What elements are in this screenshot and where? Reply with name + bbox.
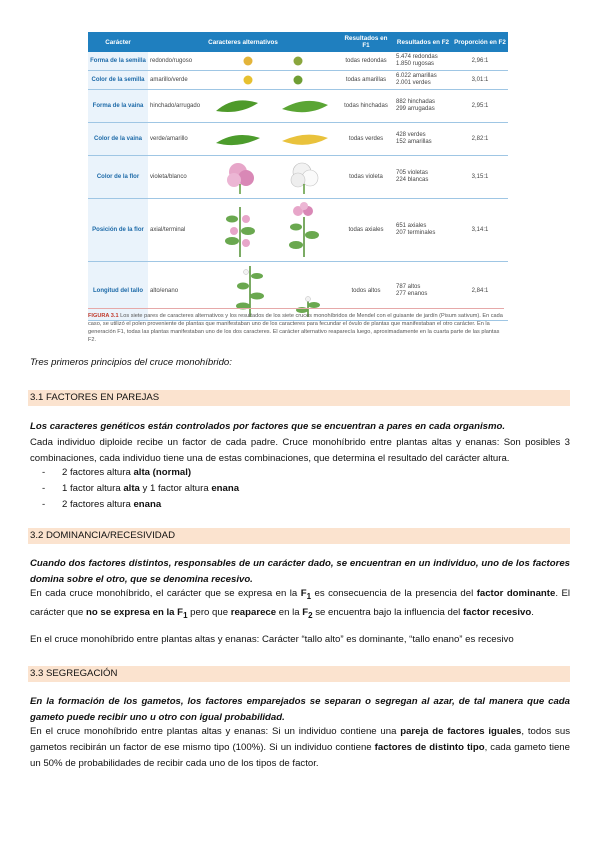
row-f1: todas verdes [338,123,394,156]
row-character: Posición de la flor [88,199,148,262]
figure-caption-label: FIGURA 3.1 [88,313,119,319]
pea-pod-icon [210,93,336,119]
f2-value-b: 224 blancas [396,177,429,183]
seed-color-illustration [208,71,338,90]
row-f2 [394,156,452,199]
row-character: Longitud del tallo [88,262,148,321]
row-alternatives: alto/enano [148,262,208,321]
f2-value-b: 152 amarillas [396,139,432,145]
f2-value-a: 6.022 amarillas [396,73,437,79]
row-character: Color de la vaina [88,123,148,156]
row-f1: todas amarillas [338,71,394,90]
table-row [88,71,508,90]
row-f2 [394,199,452,262]
row-ratio: 2,95:1 [452,90,508,123]
header-character: Carácter [88,32,148,52]
f2-value-a: 705 violetas [396,170,429,176]
f2-value-a: 428 verdes [396,132,426,138]
row-ratio: 2,84:1 [452,262,508,321]
row-f2 [394,90,452,123]
pod-shape-illustration [208,90,338,123]
header-ratio: Proporción en F2 [452,32,508,52]
row-f1: todas hinchadas [338,90,394,123]
list-item: - 2 factores altura alta (normal) [42,467,192,478]
list-item: - 1 factor altura alta y 1 factor altura enana [42,483,240,494]
row-alternatives: hinchado/arrugado [148,90,208,123]
s2-paragraph-1: En cada cruce monohíbrido, el carácter que se expresa en la $F_1$ es consecuencia de la presencia del factor dominante. El carácter que no se expresa en la $F_1$ pero que reaparece en la $F_2$ se encuentra bajo la influencia del factor recesivo. [30,588,570,620]
f2-value-b: 299 arrugadas [396,106,435,112]
row-f1: todas violeta [338,156,394,199]
section-heading-factores: 3.1 FACTORES EN PAREJAS [28,390,570,406]
table-row [88,123,508,156]
row-ratio: 3,14:1 [452,199,508,262]
figure-caption [88,308,504,344]
flower-icon [210,158,336,196]
figure-caption-text: Los siete pares de caracteres alternativos y los resultados de los siete cruces monohíbridos de Mendel con el guisante de jardín (Pisum sativum). En cada caso, se utilizó el polen proveniente de plantas que manifestaban uno de los caracteres para fecundar el óvulo de plantas que manifestaban el otro carácter. En la generación F1, todas las plantas manifestaban uno de los dos caracteres. El carácter alternativo reaparecía luego, aproximadamente en la cuarta parte de las plantas F2. [88,313,503,343]
row-alternatives: verde/amarillo [148,123,208,156]
s3-paragraph: En el cruce monohíbrido entre plantas altas y enanas: Si un individuo contiene una pareja de factores iguales, todos sus gametos recibirán un factor de ese mismo tipo (100%). Si un individuo contiene factores de distinto tipo, cada gameto tiene un 50% de probabilidades de recibir cada uno de los tipos de factor. [30,726,570,769]
row-character: Forma de la vaina [88,90,148,123]
f2-value-a: 787 altos [396,284,421,290]
row-f1: todas redondas [338,52,394,71]
flower-color-illustration [208,156,338,199]
row-f1: todos altos [338,262,394,321]
seed-shape-illustration [208,52,338,71]
row-character: Color de la flor [88,156,148,199]
s2-statement: Cuando dos factores distintos, responsables de un carácter dado, se encuentran en un individuo, uno de los factores domina sobre el otro, que se denomina recesivo. [30,558,570,585]
f2-value-b: 1.850 rugosas [396,61,435,67]
f2-value-b: 277 enanos [396,291,428,297]
header-f2: Resultados en F2 [394,32,452,52]
row-ratio: 2,82:1 [452,123,508,156]
header-f1: Resultados en F1 [338,32,394,52]
f2-value-b: 207 terminales [396,230,436,236]
f2-value-b: 2.001 verdes [396,80,431,86]
s1-body: Cada individuo diploide recibe un factor de cada padre. Cruce monohíbrido entre plantas altas y enanas: Son posibles 3 combinaciones, cada individuo tiene una de estas combinaciones, que determina el resultado del carácter altura. [30,437,570,464]
row-ratio: 2,96:1 [452,52,508,71]
f2-value-a: 5.474 redondas [396,54,438,60]
table-row [88,90,508,123]
row-alternatives: amarillo/verde [148,71,208,90]
table-row [88,199,508,262]
s1-statement: Los caracteres genéticos están controlados por factores que se encuentran a pares en cada organismo. [30,421,506,432]
table-row [88,156,508,199]
s1-bullet-list [30,465,239,513]
seed-icon [218,73,328,87]
s3-statement: En la formación de los gametos, los factores emparejados se separan o segregan al azar, de tal manera que cada gameto puede recibir uno u otro con igual probabilidad. [30,696,570,723]
row-alternatives: redondo/rugoso [148,52,208,71]
section-heading-dominancia: 3.2 DOMINANCIA/RECESIVIDAD [28,528,570,544]
s2-paragraph-2: En el cruce monohíbrido entre plantas altas y enanas: Carácter “tallo alto” es dominante, “tallo enano” es recesivo [30,634,514,645]
section-heading-segregacion: 3.3 SEGREGACIÓN [28,666,570,682]
row-f2 [394,71,452,90]
f2-value-a: 882 hinchadas [396,99,436,105]
row-ratio: 3,15:1 [452,156,508,199]
intro-text: Tres primeros principios del cruce monohíbrido: [30,357,232,368]
table-row [88,52,508,71]
pea-plant-icon [210,201,336,259]
row-ratio: 3,01:1 [452,71,508,90]
seed-icon [218,54,328,68]
list-item: - 2 factores altura enana [42,499,162,510]
pea-pod-icon [210,126,336,152]
mendel-results-table [88,32,508,321]
row-f2 [394,52,452,71]
row-f1: todas axiales [338,199,394,262]
row-character: Color de la semilla [88,71,148,90]
f2-value-a: 651 axiales [396,223,427,229]
pod-color-illustration [208,123,338,156]
header-alternatives: Caracteres alternativos [148,32,338,52]
figure-mendel-table [88,32,512,350]
row-alternatives: axial/terminal [148,199,208,262]
row-alternatives: violeta/blanco [148,156,208,199]
row-f2 [394,123,452,156]
flower-position-illustration [208,199,338,262]
row-character: Forma de la semilla [88,52,148,71]
